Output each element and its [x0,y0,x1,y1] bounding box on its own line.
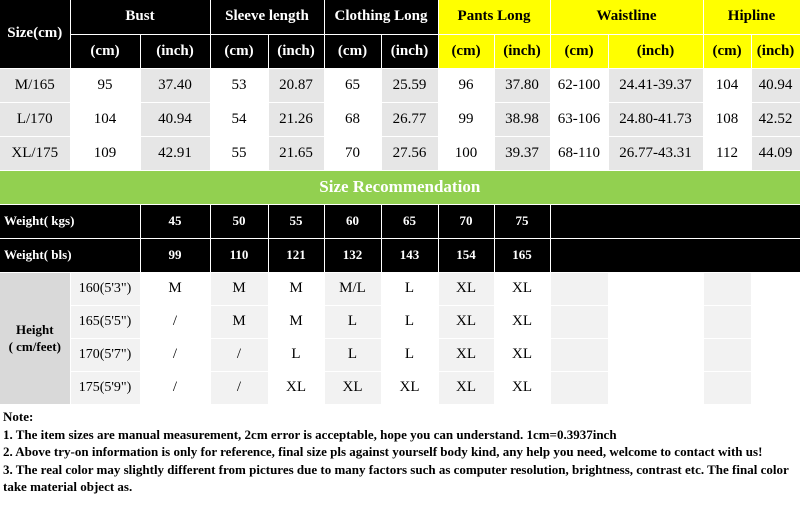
height-cell: 175(5'9") [70,371,140,404]
clothing-long-header: Clothing Long [324,0,438,34]
header-row-units [0,34,800,68]
size-cell: / [140,305,210,338]
size-cell: XL [438,272,494,305]
weight-kgs-cell: 65 [381,204,438,238]
pants-long-header: Pants Long [438,0,550,34]
value-cell: 44.09 [751,136,800,170]
table-row [0,136,800,170]
size-cell: M [140,272,210,305]
unit-inch: (inch) [494,34,550,68]
weight-kgs-cell: 75 [494,204,550,238]
size-header: Size(cm) [0,0,70,68]
size-cell: XL [494,371,550,404]
value-cell: 37.80 [494,68,550,102]
value-cell: 99 [438,102,494,136]
unit-inch: (inch) [140,34,210,68]
size-cell: XL [494,338,550,371]
size-cell: L [381,305,438,338]
value-cell: 37.40 [140,68,210,102]
empty-cell [751,338,800,371]
note-line: 3. The real color may slightly different from pictures due to many factors such as computer resolution, brightness, contrast etc. The final color take material object as. [3,461,789,494]
value-cell: 39.37 [494,136,550,170]
value-cell: 38.98 [494,102,550,136]
weight-lbs-filler [550,238,800,272]
size-cell: M/L [324,272,381,305]
size-cell: M [268,272,324,305]
size-cell: XL [494,272,550,305]
value-cell: 21.26 [268,102,324,136]
height-cell: 160(5'3") [70,272,140,305]
size-cell: XL [438,338,494,371]
size-cell: XL [438,305,494,338]
bust-header: Bust [70,0,210,34]
size-cell: L [381,272,438,305]
empty-cell [703,305,751,338]
height-cell: 170(5'7") [70,338,140,371]
value-cell: 24.80-41.73 [608,102,703,136]
header-row-groups [0,0,800,34]
empty-cell [550,305,608,338]
size-cell: M [268,305,324,338]
height-label-line-2: ( cm/feet) [8,339,61,354]
size-cell: XL [438,371,494,404]
value-cell: 68-110 [550,136,608,170]
weight-kgs-filler [550,204,800,238]
weight-lbs-cell: 110 [210,238,268,272]
size-cell: / [140,371,210,404]
size-cell: L [381,338,438,371]
value-cell: 55 [210,136,268,170]
note-line: 2. Above try-on information is only for reference, final size pls against yourself body kind, any help you need, welcome to contact with us! [3,444,763,459]
value-cell: 65 [324,68,381,102]
size-cell: XL [494,305,550,338]
empty-cell [751,305,800,338]
value-cell: 104 [703,68,751,102]
weight-kgs-row [0,204,800,238]
size-cell: XL [324,371,381,404]
size-cell: / [210,371,268,404]
note-line: 1. The item sizes are manual measurement, 2cm error is acceptable, hope you can understand. 1cm=0.3937inch [3,426,617,442]
unit-cm: (cm) [324,34,381,68]
size-cell: / [140,338,210,371]
size-cell: M [210,272,268,305]
empty-cell [608,371,703,404]
size-cell: / [210,338,268,371]
notes-section [3,408,798,496]
value-cell: 42.52 [751,102,800,136]
value-cell: 54 [210,102,268,136]
weight-lbs-cell: 121 [268,238,324,272]
value-cell: 104 [70,102,140,136]
sleeve-length-header: Sleeve length [210,0,324,34]
weight-lbs-label: Weight( bls) [0,238,140,272]
value-cell: 24.41-39.37 [608,68,703,102]
value-cell: 53 [210,68,268,102]
empty-cell [608,338,703,371]
empty-cell [608,305,703,338]
size-cell: L [324,338,381,371]
size-cell: L/170 [0,102,70,136]
size-cell: XL [381,371,438,404]
weight-lbs-row [0,238,800,272]
empty-cell [751,272,800,305]
value-cell: 108 [703,102,751,136]
unit-cm: (cm) [70,34,140,68]
empty-cell [703,338,751,371]
recommendation-title: Size Recommendation [0,170,800,204]
empty-cell [751,371,800,404]
value-cell: 68 [324,102,381,136]
value-cell: 112 [703,136,751,170]
weight-lbs-cell: 165 [494,238,550,272]
unit-inch: (inch) [381,34,438,68]
value-cell: 63-106 [550,102,608,136]
weight-kgs-cell: 70 [438,204,494,238]
unit-cm: (cm) [210,34,268,68]
weight-lbs-cell: 154 [438,238,494,272]
value-cell: 96 [438,68,494,102]
height-row [0,272,800,305]
unit-cm: (cm) [703,34,751,68]
value-cell: 42.91 [140,136,210,170]
height-label [0,272,70,404]
height-label-line-1: Height [15,322,54,337]
recommendation-banner-row [0,170,800,204]
unit-inch: (inch) [268,34,324,68]
empty-cell [608,272,703,305]
table-row [0,102,800,136]
value-cell: 109 [70,136,140,170]
value-cell: 62-100 [550,68,608,102]
value-cell: 27.56 [381,136,438,170]
size-cell: XL [268,371,324,404]
value-cell: 95 [70,68,140,102]
weight-lbs-cell: 99 [140,238,210,272]
empty-cell [703,272,751,305]
size-cell: M/165 [0,68,70,102]
value-cell: 21.65 [268,136,324,170]
value-cell: 25.59 [381,68,438,102]
size-cell: M [210,305,268,338]
weight-kgs-cell: 60 [324,204,381,238]
height-row [0,305,800,338]
weight-kgs-label: Weight( kgs) [0,204,140,238]
value-cell: 40.94 [751,68,800,102]
weight-kgs-cell: 50 [210,204,268,238]
value-cell: 26.77 [381,102,438,136]
unit-cm: (cm) [550,34,608,68]
height-row [0,371,800,404]
size-cell: L [268,338,324,371]
height-cell: 165(5'5") [70,305,140,338]
table-row [0,68,800,102]
hipline-header: Hipline [703,0,800,34]
size-cell: XL/175 [0,136,70,170]
size-cell: L [324,305,381,338]
unit-inch: (inch) [608,34,703,68]
notes-title: Note: [3,409,34,424]
empty-cell [550,338,608,371]
empty-cell [550,272,608,305]
value-cell: 100 [438,136,494,170]
height-row [0,338,800,371]
value-cell: 26.77-43.31 [608,136,703,170]
weight-lbs-cell: 132 [324,238,381,272]
weight-kgs-cell: 45 [140,204,210,238]
waistline-header: Waistline [550,0,703,34]
unit-cm: (cm) [438,34,494,68]
empty-cell [703,371,751,404]
weight-lbs-cell: 143 [381,238,438,272]
value-cell: 20.87 [268,68,324,102]
value-cell: 40.94 [140,102,210,136]
empty-cell [550,371,608,404]
value-cell: 70 [324,136,381,170]
weight-kgs-cell: 55 [268,204,324,238]
unit-inch: (inch) [751,34,800,68]
